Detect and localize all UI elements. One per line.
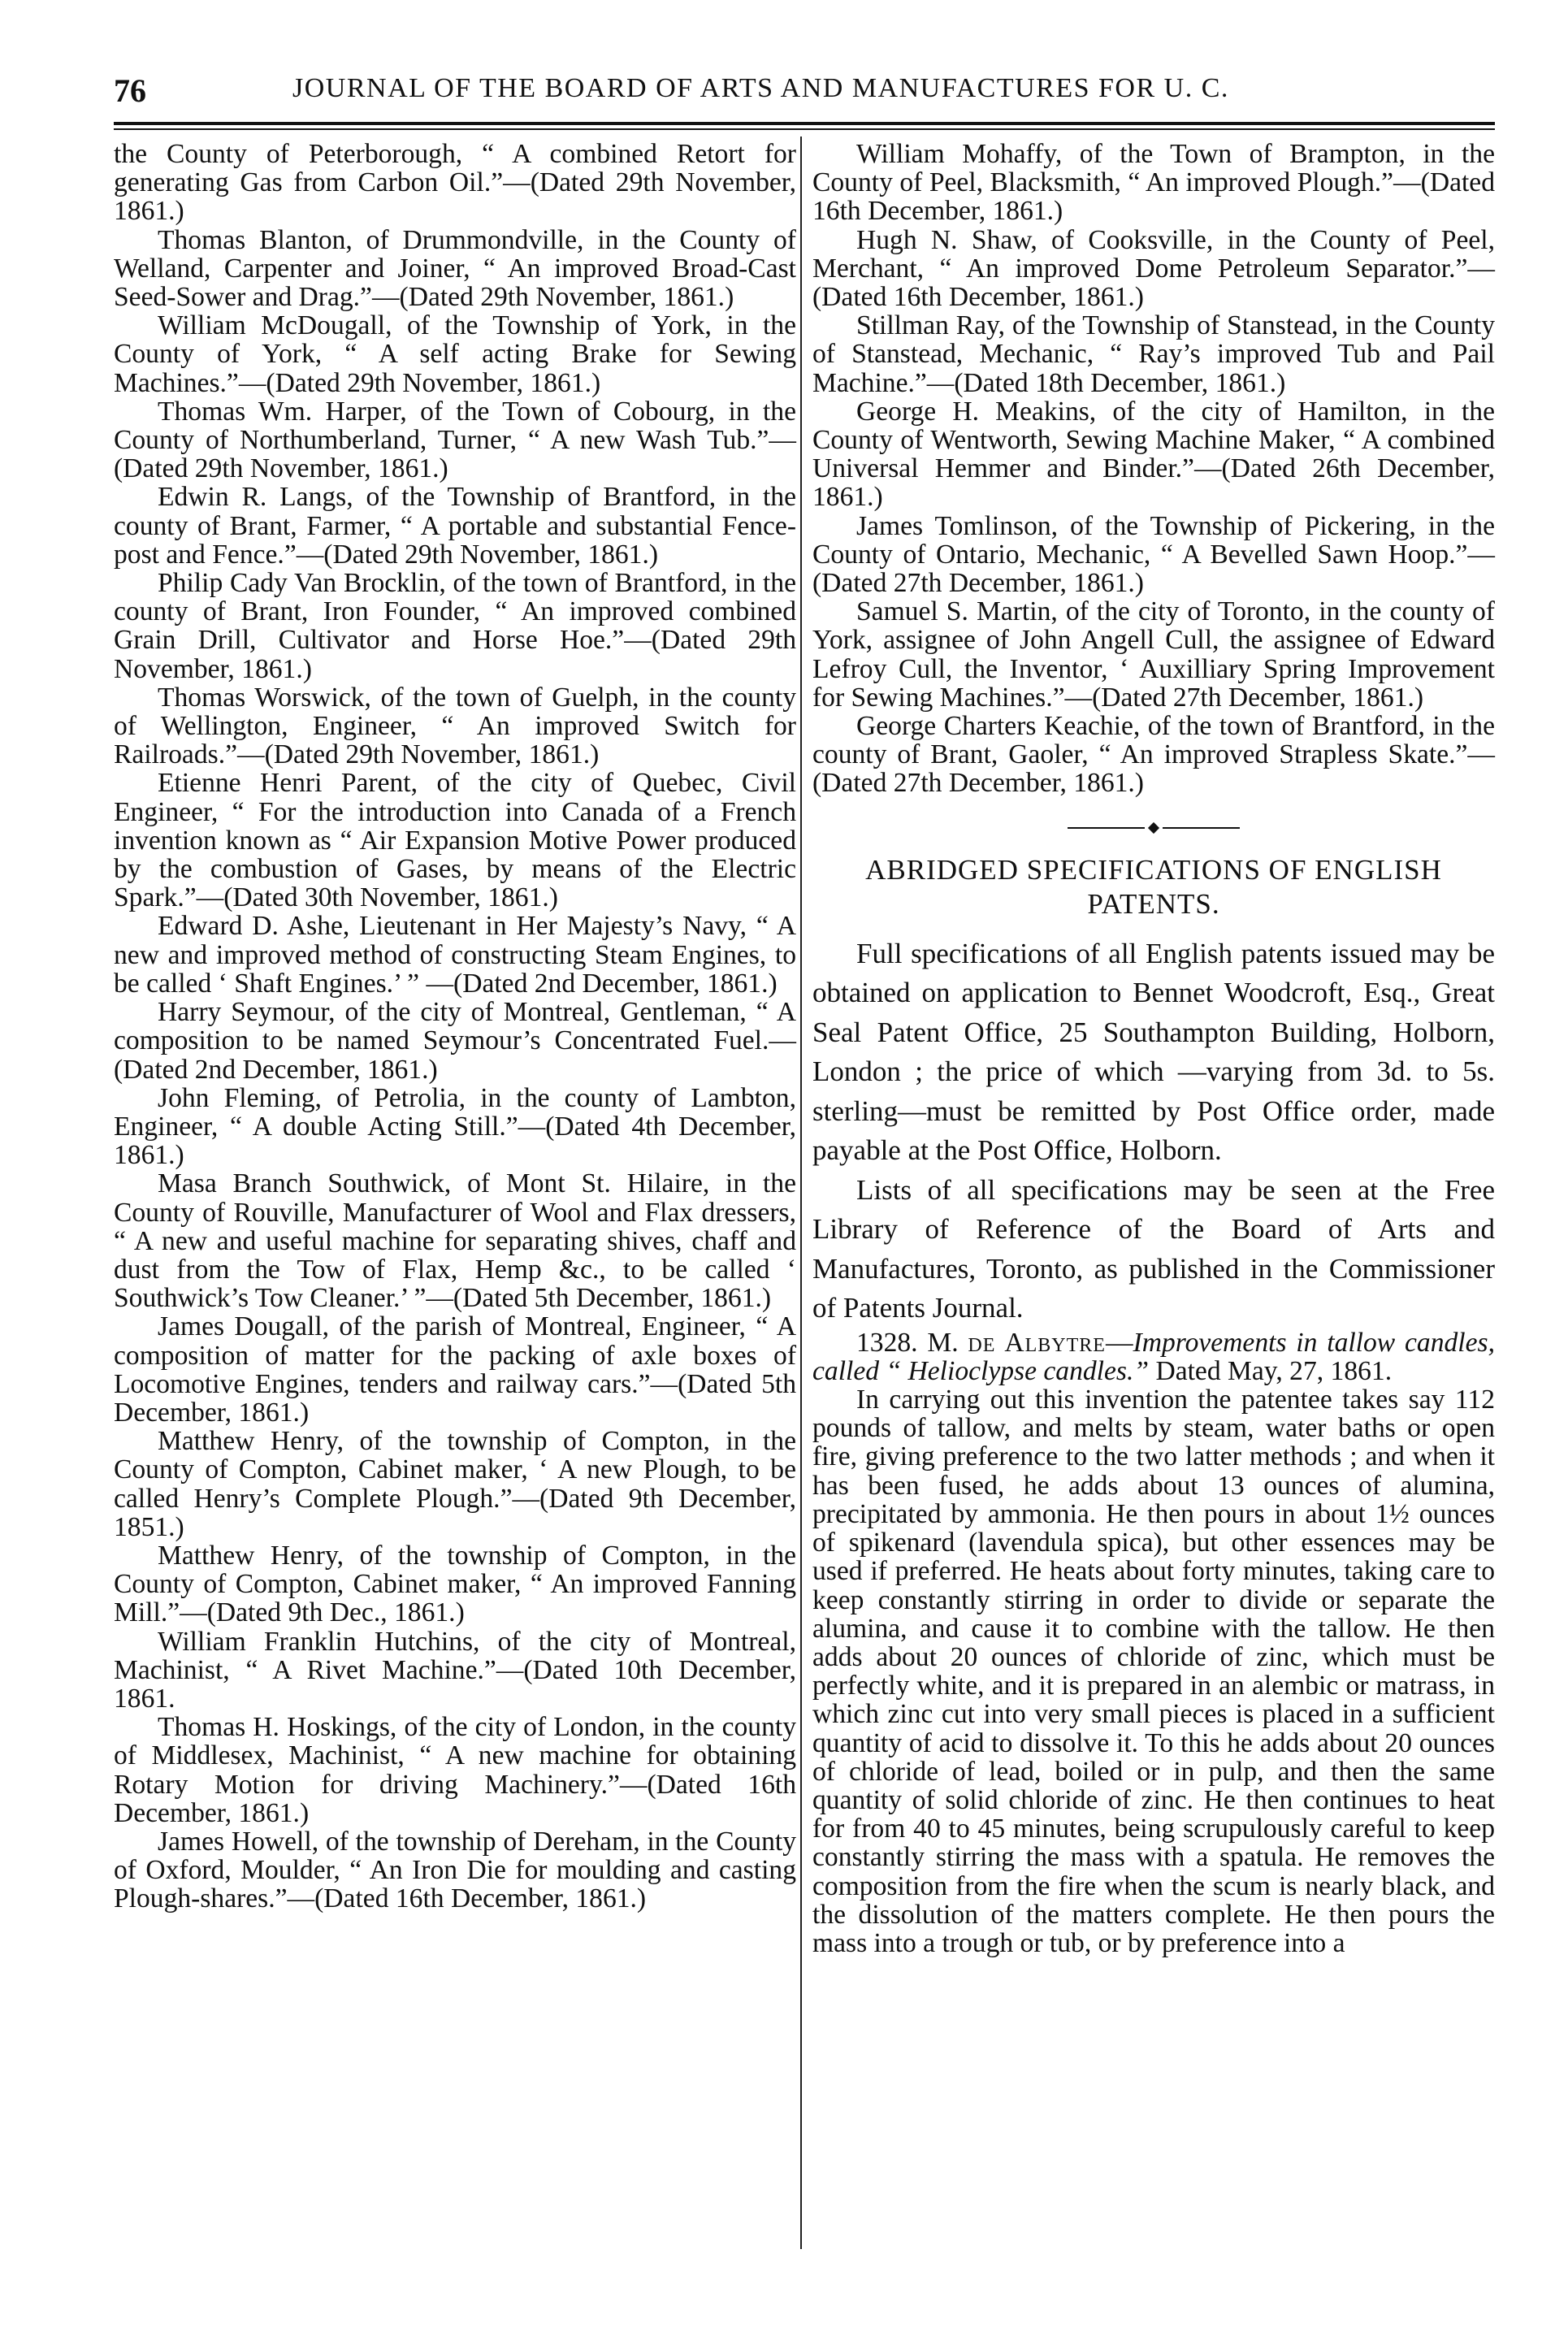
patent-entry: Thomas Wm. Harper, of the Town of Cobourg, in the County of Northumberland, Turner, “ A new Wash Tub.”—(Dated 29th November, 1861.) — [114, 396, 796, 484]
column-divider — [800, 137, 802, 2249]
patent-entry: Stillman Ray, of the Township of Stanstead, in the County of Stanstead, Mechanic, “ Ray’s improved Tub and Pail Machine.”—(Dated 18th December, 1861.) — [812, 310, 1495, 398]
patent-entry: William Franklin Hutchins, of the city of Montreal, Machinist, “ A Rivet Machine.”—(Dated 10th December, 1861. — [114, 1626, 796, 1714]
patent-entry: John Fleming, of Petrolia, in the county of Lambton, Engineer, “ A double Acting Still.”—(Dated 4th December, 1861.) — [114, 1082, 796, 1171]
header-rule-thin — [114, 128, 1495, 130]
patent-entry: James Howell, of the township of Dereham, in the County of Oxford, Moulder, “ An Iron Die for moulding and casting Plough-shares.”—(Dated 16th December, 1861.) — [114, 1826, 796, 1914]
ornament-line-right — [1163, 827, 1240, 829]
patent-entry: the County of Peterborough, “ A combined Retort for generating Gas from Carbon Oil.”—(Dated 29th November, 1861.) — [114, 139, 796, 227]
patent-entry: Edwin R. Langs, of the Township of Brantford, in the county of Brant, Farmer, “ A portable and substantial Fence-post and Fence.”—(Dated 29th November, 1861.) — [114, 482, 796, 570]
ornament-diamond — [1148, 822, 1159, 834]
patent-entry: Matthew Henry, of the township of Compton, in the County of Compton, Cabinet maker, “ An improved Fanning Mill.”—(Dated 9th Dec., 1861.) — [114, 1540, 796, 1628]
patent-entry: William Mohaffy, of the Town of Brampton, in the County of Peel, Blacksmith, “ An improved Plough.”—(Dated 16th December, 1861.) — [812, 139, 1495, 227]
patent-entry: George Charters Keachie, of the town of Brantford, in the county of Brant, Gaoler, “ An improved Strapless Skate.”—(Dated 27th December, 1861.) — [812, 711, 1495, 799]
patent-entry: Thomas H. Hoskings, of the city of London, in the county of Middlesex, Machinist, “ A new machine for obtaining Rotary Motion for driving Machinery.”—(Dated 16th December, 1861.) — [114, 1712, 796, 1828]
patent-entry: Samuel S. Martin, of the city of Toronto, in the county of York, assignee of John Angell Cull, the assignee of Edward Lefroy Cull, the Inventor, ‘ Auxilliary Spring Improvement for Sewing Machines.”—(Dated 27th December, 1861.) — [812, 596, 1495, 713]
spec-patentee: de Albytre — [968, 1327, 1106, 1358]
spec-dash: — — [1105, 1327, 1133, 1358]
patent-entry: Matthew Henry, of the township of Compton, in the County of Compton, Cabinet maker, ‘ A new Plough, to be called Henry’s Complete Plough.”—(Dated 9th December, 1851.) — [114, 1426, 796, 1542]
patent-entry: Etienne Henri Parent, of the city of Quebec, Civil Engineer, “ For the introduction into Canada of a French invention known as “ Air Expansion Motive Power produced by the combustion of Gases, by means of the Electric Spark.”—(Dated 30th November, 1861.) — [114, 768, 796, 913]
intro-paragraph: Full specifications of all English patents issued may be obtained on application to Bennet Woodcroft, Esq., Great Seal Patent Office, 25 Southampton Building, Holborn, London ; the price of which —varying from 3d. to 5s. sterling—must be remitted by Post Office order, made payable at the Post Office, Holborn. — [812, 937, 1495, 1167]
patent-entry: Harry Seymour, of the city of Montreal, Gentleman, “ A composition to be named Seymour’s Concentrated Fuel.—(Dated 2nd December, 1861.) — [114, 997, 796, 1085]
spec-heading — [812, 1328, 1495, 1385]
header-rule — [114, 122, 1495, 125]
patent-entry: William McDougall, of the Township of York, in the County of York, “ A self acting Brake for Sewing Machines.”—(Dated 29th November, 1861.) — [114, 310, 796, 398]
patent-entry: Masa Branch Southwick, of Mont St. Hilaire, in the County of Rouville, Manufacturer of Wool and Flax dressers, “ A new and useful machine for separating shives, chaff and dust from the Tow of Flax, Hemp &c., to be called ‘ Southwick’s Tow Cleaner.’ ”—(Dated 5th December, 1861.) — [114, 1168, 796, 1314]
patent-entry: James Tomlinson, of the Township of Pickering, in the County of Ontario, Mechanic, “ A Bevelled Sawn Hoop.”—(Dated 27th December, 1861.) — [812, 510, 1495, 599]
spec-date: Dated May, 27, 1861. — [1149, 1355, 1393, 1386]
patent-entry: Edward D. Ashe, Lieutenant in Her Majesty’s Navy, “ A new and improved method of constructing Steam Engines, to be called ‘ Shaft Engines.’ ” —(Dated 2nd December, 1861.) — [114, 911, 796, 999]
patent-entry: James Dougall, of the parish of Montreal, Engineer, “ A composition of matter for the packing of axle boxes of Locomotive Engines, tenders and railway cars.”—(Dated 5th December, 1861.) — [114, 1311, 796, 1428]
spec-number: 1328. M. — [856, 1327, 959, 1358]
spec-body: In carrying out this invention the patentee takes say 112 pounds of tallow, and melts by steam, water baths or open fire, giving preference to the two latter methods ; and when it has been fused, he adds about 13 ounces of alumina, precipitated by ammonia. He then pours in about 1½ ounces of spikenard (lavendula spica), but other essences may be used if preferred. He heats about forty minutes, taking care to keep constantly stirring in order to divide or separate the alumina, and cause it to combine with the tallow. He then adds about 20 ounces of chloride of zinc, which must be perfectly white, and it is prepared in an alembic or matrass, in which zinc cut into very small pieces is placed in a sufficient quantity of acid to dissolve it. To this he adds about 20 ounces of chloride of lead, boiled or in pulp, and then the same quantity of solid chloride of zinc. He then continues to heat for from 40 to 45 minutes, being scrupulously careful to keep constantly stirring the mass with a spatula. He removes the composition from the fire when the scum is nearly black, and the dissolution of the matters complete. He then pours the mass into a trough or tub, or by preference into a — [812, 1385, 1495, 1958]
patent-entry: Thomas Blanton, of Drummondville, in the County of Welland, Carpenter and Joiner, “ An improved Broad-Cast Seed-Sower and Drag.”—(Dated 29th November, 1861.) — [114, 224, 796, 313]
patent-entry: Thomas Worswick, of the town of Guelph, in the county of Wellington, Engineer, “ An improved Switch for Railroads.”—(Dated 29th November, 1861.) — [114, 682, 796, 770]
patent-entry: Hugh N. Shaw, of Cooksville, in the County of Peel, Merchant, “ An improved Dome Petroleum Separator.”—(Dated 16th December, 1861.) — [812, 224, 1495, 313]
running-title: JOURNAL OF THE BOARD OF ARTS AND MANUFACTURES FOR U. C. — [292, 73, 1229, 103]
page-number: 76 — [114, 72, 146, 109]
section-ornament — [812, 816, 1495, 839]
spec-title: Improvements in tallow candles, called “ Helioclypse candles.” — [812, 1327, 1495, 1386]
left-column — [114, 140, 796, 1913]
page-header — [114, 72, 1495, 120]
patent-entry: George H. Meakins, of the city of Hamilton, in the County of Wentworth, Sewing Machine Maker, “ A combined Universal Hemmer and Binder.”—(Dated 26th December, 1861.) — [812, 396, 1495, 513]
ornament-line-left — [1068, 827, 1145, 829]
intro-paragraph: Lists of all specifications may be seen at the Free Library of Reference of the Board of Arts and Manufactures, Toronto, as published in the Commissioner of Patents Journal. — [812, 1173, 1495, 1324]
section-title: ABRIDGED SPECIFICATIONS OF ENGLISH PATENTS. — [865, 853, 1442, 920]
right-column — [812, 140, 1495, 1957]
patent-entry: Philip Cady Van Brocklin, of the town of Brantford, in the county of Brant, Iron Founder, “ An improved combined Grain Drill, Cultivator and Horse Hoe.”—(Dated 29th November, 1861.) — [114, 568, 796, 684]
